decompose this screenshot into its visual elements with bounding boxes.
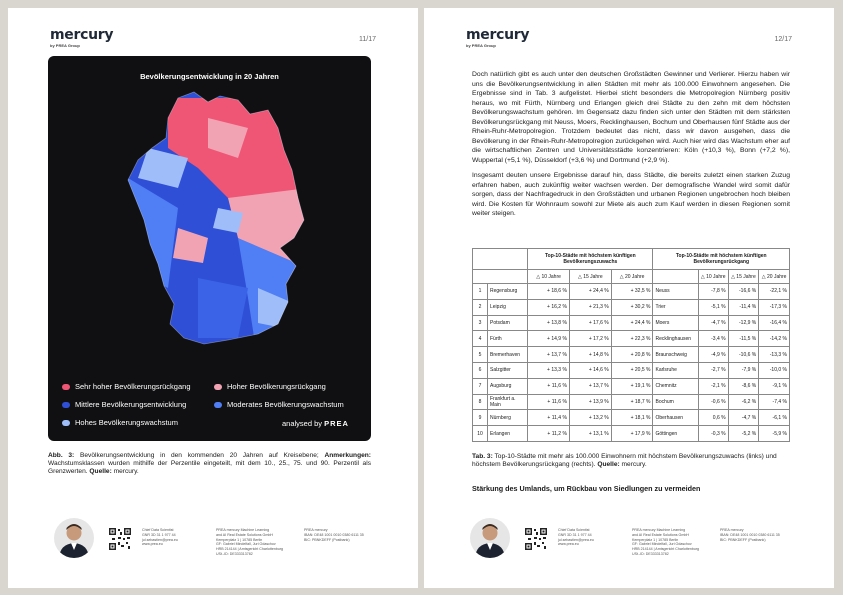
paragraph: Doch natürlich gibt es auch unter den deutschen Großstädten Gewinner und Verlierer. Hierzu haben wir uns die Bevölkerungsentwicklung in allen Städten mit mehr als 100.000 Einwohnern angesehen. Die Ergebnisse sind in Tab. 3 aufgelistet. Hierbei sticht besonders die Metropolregion Nürnberg positiv heraus, wo mit Fürth, Nürnberg und Erlangen gleich drei Städte zu den zehn mit dem höchsten Bevölkerungswachstum gehören. Im Gegensatz dazu finden sich unter den Städten mit dem stärksten Bevölkerungsrückgang mit Neuss, Moers, Recklinghausen, Bochum und Oberhausen fünf Städte aus der Rhein-Ruhr-Metropolregion. Trotzdem bedeutet das nicht, dass wir davon ausgehen, dass die Bevölkerung in der Rhein-Ruhr-Metropolregion zurückgehen wird. Auch hier wird das Wachstum eher auf die wirtschaftlichen Zentren und Universitätsstädte konzentrieren: Köln (+10,3 %), Bonn (+7,2 %), Wuppertal (+5,1 %), Düsseldorf (+3,6 %) und Dortmund (+2,9 %). xyxy=(472,71,790,164)
col-header: △ 20 Jahre xyxy=(611,270,653,284)
table-cell: + 16,2 % xyxy=(528,299,570,315)
table-cell: -7,8 % xyxy=(698,284,728,300)
page-footer xyxy=(464,516,794,566)
page-11 xyxy=(8,8,418,588)
table-cell: + 14,6 % xyxy=(569,362,611,378)
table-row xyxy=(473,331,790,347)
table-cell: + 13,8 % xyxy=(528,315,570,331)
table-cell: -5,1 % xyxy=(698,299,728,315)
table-cell: + 11,6 % xyxy=(528,378,570,394)
table-cell: -4,9 % xyxy=(698,347,728,363)
table-cell: -2,7 % xyxy=(698,362,728,378)
page-number: 11/17 xyxy=(359,36,376,43)
table-cell: 1 xyxy=(473,284,488,300)
table-cell: Salzgitter xyxy=(488,362,528,378)
table-cell: -8,6 % xyxy=(728,378,759,394)
table-row xyxy=(473,299,790,315)
brand-sub: by PREA Group xyxy=(466,43,496,48)
footer-bank: PREA mercury IBAN: DE48 1001 0010 0380 6111 35 BIC: PBNKDEFF (Postbank) xyxy=(720,528,780,542)
table-cell: Augsburg xyxy=(488,378,528,394)
brand-name: mercury xyxy=(466,27,530,43)
table-cell: -0,6 % xyxy=(698,394,728,410)
table-cell: Braunschweig xyxy=(653,347,698,363)
table-subheader-row xyxy=(473,270,790,284)
brand-sub: by PREA Group xyxy=(50,43,80,48)
table-cell: + 17,2 % xyxy=(569,331,611,347)
table-cell: 7 xyxy=(473,378,488,394)
analysed-by-prea: analysed by PREA xyxy=(282,419,349,428)
table-cell: Karlsruhe xyxy=(653,362,698,378)
table-cell: 10 xyxy=(473,426,488,442)
table-cell: + 13,7 % xyxy=(528,347,570,363)
legend-swatch xyxy=(62,384,70,390)
col-header: △ 15 Jahre xyxy=(569,270,611,284)
body-text xyxy=(472,70,790,225)
table-cell: Oberhausen xyxy=(653,410,698,426)
paragraph: Insgesamt deuten unsere Ergebnisse darauf hin, dass Städte, die bereits zuletzt einen starken Zuzug erfahren haben, auch zukünftig weiter wachsen werden. Der demografische Wandel wird somit dafür sorgen, dass der Nachfragedruck in den Großstädten und urbanen Regionen ungebrochen hoch bleiben wird. Die Kosten für Wohnraum sowohl zur Miete als auch zum Kauf werden in diesen Regionen somit weiter steigen. xyxy=(472,172,790,217)
table-cell: -7,9 % xyxy=(728,362,759,378)
table-cell: 4 xyxy=(473,331,488,347)
page-number: 12/17 xyxy=(774,36,792,43)
top10-table xyxy=(472,248,790,442)
table-body xyxy=(473,284,790,442)
legend-swatch xyxy=(214,402,222,408)
table-cell: 6 xyxy=(473,362,488,378)
table-row xyxy=(473,410,790,426)
table-row xyxy=(473,347,790,363)
table-row xyxy=(473,315,790,331)
section-heading: Stärkung des Umlands, um Rückbau von Siedlungen zu vermeiden xyxy=(472,484,701,493)
table-cell: + 17,9 % xyxy=(611,426,653,442)
germany-map xyxy=(108,88,318,363)
legend-swatch xyxy=(214,384,222,390)
table-cell: -3,4 % xyxy=(698,331,728,347)
footer-bank: PREA mercury IBAN: DE48 1001 0010 0380 6111 35 BIC: PBNKDEFF (Postbank) xyxy=(304,528,364,542)
table-cell: Erlangen xyxy=(488,426,528,442)
table-cell: + 17,6 % xyxy=(569,315,611,331)
header-decline: Top-10-Städte mit höchstem künftigen Bevölkerungsrückgang xyxy=(653,249,790,270)
table-cell: -7,4 % xyxy=(759,394,790,410)
footer-company: PREA mercury Machine Learning and AI Real Estate Solutions GmbH Kemperplatz 1 | 10785 Berlin GF: Gabriel Mindelfall, Juri Odaschov HRB 214144 | Amtsgericht Charlottenburg USt.-ID: DE333313782 xyxy=(632,528,700,556)
table-cell: -9,1 % xyxy=(759,378,790,394)
table-cell: Leipzig xyxy=(488,299,528,315)
table-cell: 0,6 % xyxy=(698,410,728,426)
brand-name: mercury xyxy=(50,27,114,43)
header-growth: Top-10-Städte mit höchstem künftigen Bevölkerungszuwachs xyxy=(528,249,653,270)
table-cell: -13,3 % xyxy=(759,347,790,363)
table-cell: Regensburg xyxy=(488,284,528,300)
legend-item: Sehr hoher Bevölkerungsrückgang xyxy=(62,382,191,391)
table-cell: 2 xyxy=(473,299,488,315)
table-cell: Trier xyxy=(653,299,698,315)
qr-code-icon xyxy=(108,527,132,551)
table-cell: + 18,6 % xyxy=(528,284,570,300)
table-cell: -4,7 % xyxy=(698,315,728,331)
col-header: △ 10 Jahre xyxy=(698,270,728,284)
table-cell: + 13,3 % xyxy=(528,362,570,378)
table-caption: Tab. 3: Top-10-Städte mit mehr als 100.000 Einwohnern mit höchstem Bevölkerungszuwachs (links) und höchstem Bevölkerungsrückgang (rechts). Quelle: mercury. xyxy=(472,453,777,469)
table-cell: + 14,9 % xyxy=(528,331,570,347)
footer-company: PREA mercury Machine Learning and AI Real Estate Solutions GmbH Kemperplatz 1 | 10785 Berlin GF: Gabriel Mindelfall, Juri Odaschov HRB 214144 | Amtsgericht Charlottenburg USt.-ID: DE333313782 xyxy=(216,528,284,556)
table-cell: + 11,2 % xyxy=(528,426,570,442)
table-cell: + 21,3 % xyxy=(569,299,611,315)
table-row xyxy=(473,426,790,442)
table-cell: -12,9 % xyxy=(728,315,759,331)
page-12 xyxy=(424,8,834,588)
table-cell: -10,6 % xyxy=(728,347,759,363)
table-cell: + 18,7 % xyxy=(611,394,653,410)
table-cell: Göttingen xyxy=(653,426,698,442)
table-row xyxy=(473,378,790,394)
table-cell: -6,2 % xyxy=(728,394,759,410)
table-cell: + 24,4 % xyxy=(569,284,611,300)
table-cell: -17,3 % xyxy=(759,299,790,315)
table-cell: -6,1 % xyxy=(759,410,790,426)
table-cell: 8 xyxy=(473,394,488,410)
table-cell: + 11,4 % xyxy=(528,410,570,426)
mercury-logo xyxy=(466,28,529,48)
table-cell: -5,9 % xyxy=(759,426,790,442)
table-cell: Chemnitz xyxy=(653,378,698,394)
table-cell: + 24,4 % xyxy=(611,315,653,331)
col-header: △ 10 Jahre xyxy=(528,270,570,284)
table-cell: + 13,1 % xyxy=(569,426,611,442)
table-cell: Moers xyxy=(653,315,698,331)
table-cell: -16,6 % xyxy=(728,284,759,300)
table-cell: -0,3 % xyxy=(698,426,728,442)
table-cell: + 30,2 % xyxy=(611,299,653,315)
table-row xyxy=(473,362,790,378)
table-cell: + 13,7 % xyxy=(569,378,611,394)
col-header: △ 20 Jahre xyxy=(759,270,790,284)
table-cell: -11,5 % xyxy=(728,331,759,347)
legend-swatch xyxy=(62,420,70,426)
table-row xyxy=(473,394,790,410)
qr-code-icon xyxy=(524,527,548,551)
footer-contact: Chief Data Scientist GNR 3D 31 1 977 44 jul.sebastien@prea.eu www.prea.eu xyxy=(558,528,594,547)
table-cell: -14,2 % xyxy=(759,331,790,347)
table-cell: + 20,5 % xyxy=(611,362,653,378)
table-cell: -4,7 % xyxy=(728,410,759,426)
figure-caption: Abb. 3: Bevölkerungsentwicklung in den kommenden 20 Jahren auf Kreisebene; Anmerkungen: Wachstumsklassen wurden mithilfe der Perzentile eingeteilt, mit dem 10., 25., 75. und 90. Perzentil als Grenzwerten. Quelle: mercury. xyxy=(48,452,371,476)
table-cell: + 18,1 % xyxy=(611,410,653,426)
table-cell: + 32,5 % xyxy=(611,284,653,300)
legend-item: Moderates Bevölkerungswachstum xyxy=(214,400,344,409)
col-header: △ 15 Jahre xyxy=(728,270,759,284)
table-cell: -22,1 % xyxy=(759,284,790,300)
legend-item: Hoher Bevölkerungsrückgang xyxy=(214,382,326,391)
table-cell: Nürnberg xyxy=(488,410,528,426)
table-cell: + 13,9 % xyxy=(569,394,611,410)
table-cell: + 14,8 % xyxy=(569,347,611,363)
table-header-row xyxy=(473,249,790,270)
legend-swatch xyxy=(62,402,70,408)
table-cell: -5,2 % xyxy=(728,426,759,442)
table-cell: Frankfurt a. Main xyxy=(488,394,528,410)
table-cell: + 19,1 % xyxy=(611,378,653,394)
table-cell: + 13,2 % xyxy=(569,410,611,426)
table-cell: Recklinghausen xyxy=(653,331,698,347)
footer-contact: Chief Data Scientist GNR 3D 31 1 977 44 jul.sebastien@prea.eu www.prea.eu xyxy=(142,528,178,547)
table-cell: -10,0 % xyxy=(759,362,790,378)
table-cell: Neuss xyxy=(653,284,698,300)
page-footer xyxy=(48,516,378,566)
avatar xyxy=(54,518,94,558)
table-row xyxy=(473,284,790,300)
table-cell: 5 xyxy=(473,347,488,363)
avatar xyxy=(470,518,510,558)
table-cell: Potsdam xyxy=(488,315,528,331)
table-cell: + 11,6 % xyxy=(528,394,570,410)
table-cell: -2,1 % xyxy=(698,378,728,394)
table-cell: + 20,8 % xyxy=(611,347,653,363)
map-title: Bevölkerungsentwicklung in 20 Jahren xyxy=(140,72,279,81)
mercury-logo xyxy=(50,28,113,48)
table-cell: -16,4 % xyxy=(759,315,790,331)
table-cell: Fürth xyxy=(488,331,528,347)
population-map-figure xyxy=(48,56,371,441)
table-cell: 9 xyxy=(473,410,488,426)
legend-item: Mittlere Bevölkerungsentwicklung xyxy=(62,400,186,409)
table-cell: -11,4 % xyxy=(728,299,759,315)
legend-item: Hohes Bevölkerungswachstum xyxy=(62,418,178,427)
table-cell: + 22,3 % xyxy=(611,331,653,347)
table-cell: 3 xyxy=(473,315,488,331)
table-cell: Bremerhaven xyxy=(488,347,528,363)
table-cell: Bochum xyxy=(653,394,698,410)
